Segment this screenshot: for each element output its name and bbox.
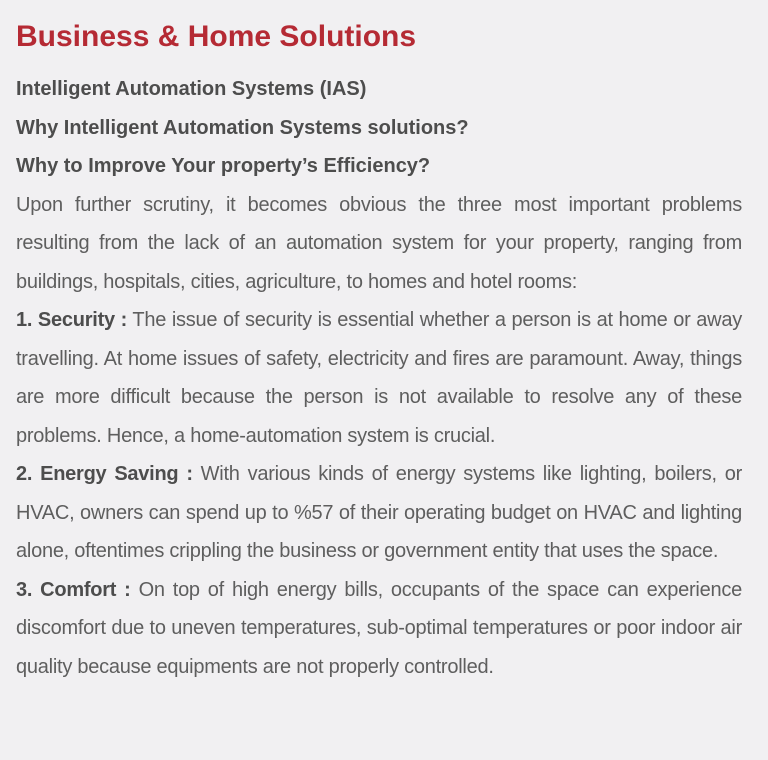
comfort-text: On top of high energy bills, occupants of the space can experience discomfort due to uneven temperatures, sub-optimal temperatures or poor indoor air quality because equipments are not properly controlled.: [16, 578, 742, 678]
subheading-why-efficiency: Why to Improve Your property’s Efficiency?: [16, 155, 431, 177]
comfort-paragraph: [16, 571, 742, 687]
page-title: Business & Home Solutions: [16, 20, 417, 53]
security-label: 1. Security :: [16, 309, 128, 331]
security-text: The issue of security is essential whether a person is at home or away travelling. At home issues of safety, electricity and fires are paramount. Away, things are more difficult because the person is not available to resolve any of these problems. Hence, a home-automation system is crucial.: [16, 309, 742, 447]
comfort-label: 3. Comfort :: [16, 578, 131, 601]
intro-paragraph: Upon further scrutiny, it becomes obvious the three most important problems resulting from the lack of an automation system for your property, ranging from buildings, hospitals, cities, agriculture, to homes and hotel rooms:: [16, 193, 742, 293]
subheading-ias: Intelligent Automation Systems (IAS): [16, 78, 367, 100]
security-paragraph: [16, 301, 742, 455]
energy-saving-paragraph: [16, 455, 742, 571]
energy-saving-text: With various kinds of energy systems like lighting, boilers, or HVAC, owners can spend up to %57 of their operating budget on HVAC and lighting alone, oftentimes crippling the business or government entity that uses the space.: [16, 463, 743, 562]
energy-saving-label: 2. Energy Saving :: [16, 463, 193, 485]
subheading-why-ias: Why Intelligent Automation Systems solutions?: [16, 116, 469, 139]
